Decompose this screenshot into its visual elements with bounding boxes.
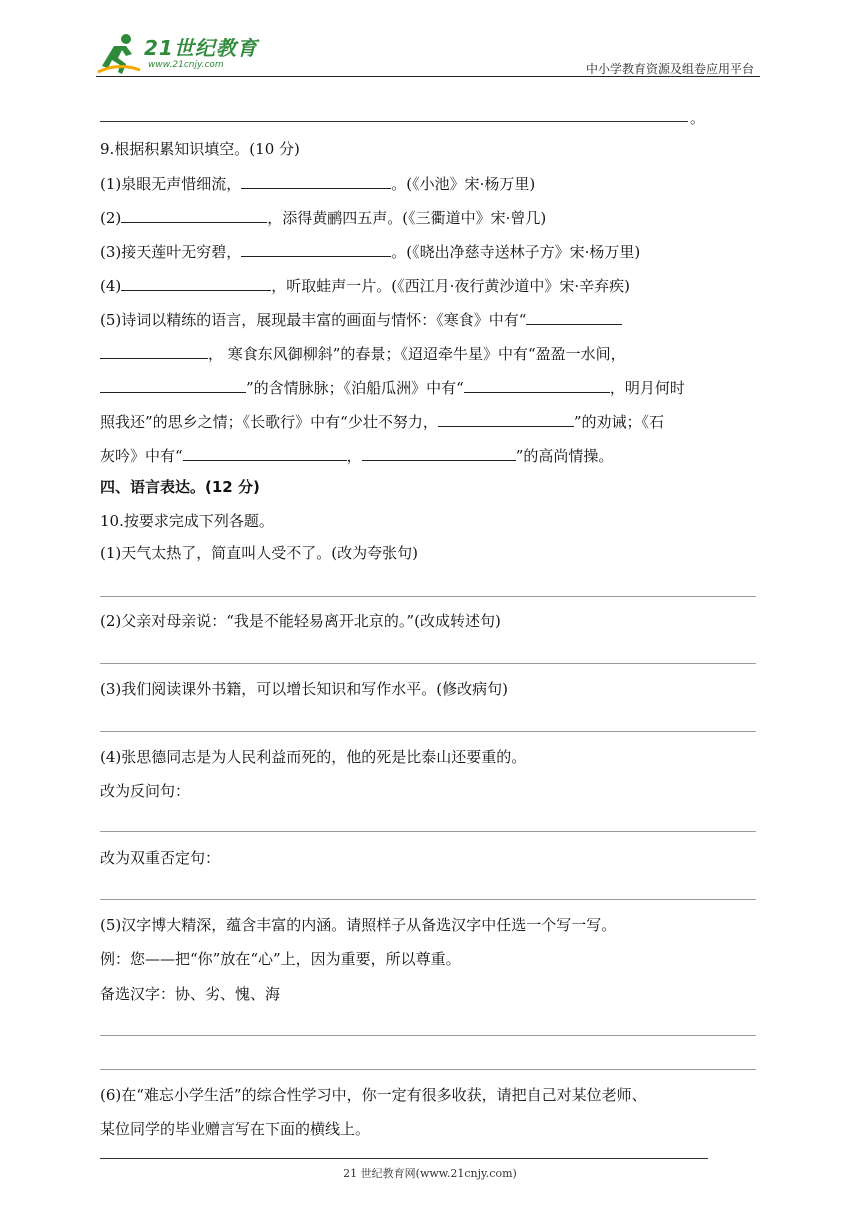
item-source: ，听取蛙声一片。(《西江月·夜行黄沙道中》宋·辛弃疾) (271, 277, 630, 295)
item-source: 。(《晓出净慈寺送林子方》宋·杨万里) (391, 243, 641, 261)
q10-sub-4-rhetorical-label: 改为反问句： (100, 782, 191, 800)
item-text: 灰吟》中有“ (100, 447, 183, 465)
item-text: (5)诗词以精练的语言，展现最丰富的画面与情怀：《寒食》中有“ (100, 311, 527, 329)
fill-blank[interactable] (241, 240, 391, 257)
logo (96, 32, 266, 76)
fill-blank[interactable] (183, 444, 347, 461)
item-text: (1)泉眼无声惜细流， (100, 175, 242, 193)
q10-sub-1: (1)天气太热了，简直叫人受不了。(改为夸张句) (100, 544, 418, 562)
q9-item-5-line1 (100, 308, 622, 330)
answer-line[interactable] (100, 596, 756, 597)
q9-item-5-line5 (100, 444, 613, 466)
answer-line[interactable] (100, 899, 756, 900)
fill-blank[interactable] (464, 376, 610, 393)
q10-sub-2: (2)父亲对母亲说：“我是不能轻易离开北京的。”(改成转述句) (100, 612, 501, 630)
section-4-title: 四、语言表达。(12 分) (100, 478, 260, 496)
answer-line[interactable] (100, 1069, 756, 1070)
answer-line[interactable] (100, 831, 756, 832)
footer-divider (100, 1158, 708, 1159)
item-text: ”的劝诫；《石 (573, 413, 665, 431)
q9-item-5-line2 (100, 342, 626, 364)
fill-blank[interactable] (362, 444, 516, 461)
item-text: ”的含情脉脉；《泊船瓜洲》中有“ (246, 379, 464, 397)
q9-item-1 (100, 172, 535, 194)
fill-blank[interactable] (100, 342, 208, 359)
q10-sub-5-example: 例：您——把“你”放在“心”上，因为重要，所以尊重。 (100, 950, 461, 968)
q10-sub-5-options: 备选汉字：协、劣、愧、海 (100, 985, 281, 1003)
item-source: ，添得黄鹂四五声。(《三衢道中》宋·曾几) (267, 209, 547, 227)
q9-item-4 (100, 274, 630, 296)
fill-blank[interactable] (241, 172, 391, 189)
fill-blank[interactable] (526, 308, 622, 325)
answer-line[interactable] (100, 663, 756, 664)
q9-item-2 (100, 206, 546, 228)
answer-line[interactable] (100, 1035, 756, 1036)
item-text: ， (346, 447, 362, 465)
page-header (96, 28, 760, 80)
item-text: 照我还”的思乡之情；《长歌行》中有“少壮不努力， (100, 413, 438, 431)
q10-sub-3: (3)我们阅读课外书籍，可以增长知识和写作水平。(修改病句) (100, 680, 508, 698)
answer-line[interactable] (100, 731, 756, 732)
q9-item-5-line4 (100, 410, 664, 432)
fill-blank[interactable] (438, 410, 574, 427)
fill-blank[interactable] (121, 206, 267, 223)
item-text: ，明月何时 (609, 379, 685, 397)
runner-logo-icon (96, 32, 142, 76)
platform-name: 中小学教育资源及组卷应用平台 (585, 62, 754, 76)
q9-title: 9.根据积累知识填空。(10 分) (100, 140, 300, 158)
q9-item-5-line3 (100, 376, 685, 398)
logo-text: 21世纪教育 (144, 36, 258, 60)
q10-sub-4: (4)张思德同志是为人民利益而死的，他的死是比泰山还要重的。 (100, 748, 527, 766)
item-text: ”的高尚情操。 (515, 447, 614, 465)
fill-blank[interactable] (100, 376, 246, 393)
q10-title: 10.按要求完成下列各题。 (100, 512, 274, 530)
period: 。 (690, 109, 706, 127)
item-text: ， 寒食东风御柳斜”的春景；《迢迢牵牛星》中有“盈盈一水间， (208, 345, 626, 363)
header-divider (96, 76, 760, 77)
answer-line (100, 121, 688, 122)
q10-sub-5: (5)汉字博大精深，蕴含丰富的内涵。请照样子从备选汉字中任选一个写一写。 (100, 916, 617, 934)
q10-sub-6-line1: (6)在“难忘小学生活”的综合性学习中，你一定有很多收获，请把自己对某位老师、 (100, 1086, 647, 1104)
item-text: (3)接天莲叶无穷碧， (100, 243, 242, 261)
footer-text: 21 世纪教育网(www.21cnjy.com) (343, 1167, 517, 1180)
fill-blank[interactable] (121, 274, 271, 291)
logo-url: www.21cnjy.com (148, 60, 224, 70)
item-text: (2) (100, 209, 122, 227)
item-source: 。(《小池》宋·杨万里) (391, 175, 536, 193)
q9-item-3 (100, 240, 640, 262)
item-text: (4) (100, 277, 122, 295)
q10-sub-6-line2: 某位同学的毕业赠言写在下面的横线上。 (100, 1120, 371, 1138)
q10-sub-4-double-negative-label: 改为双重否定句： (100, 849, 221, 867)
